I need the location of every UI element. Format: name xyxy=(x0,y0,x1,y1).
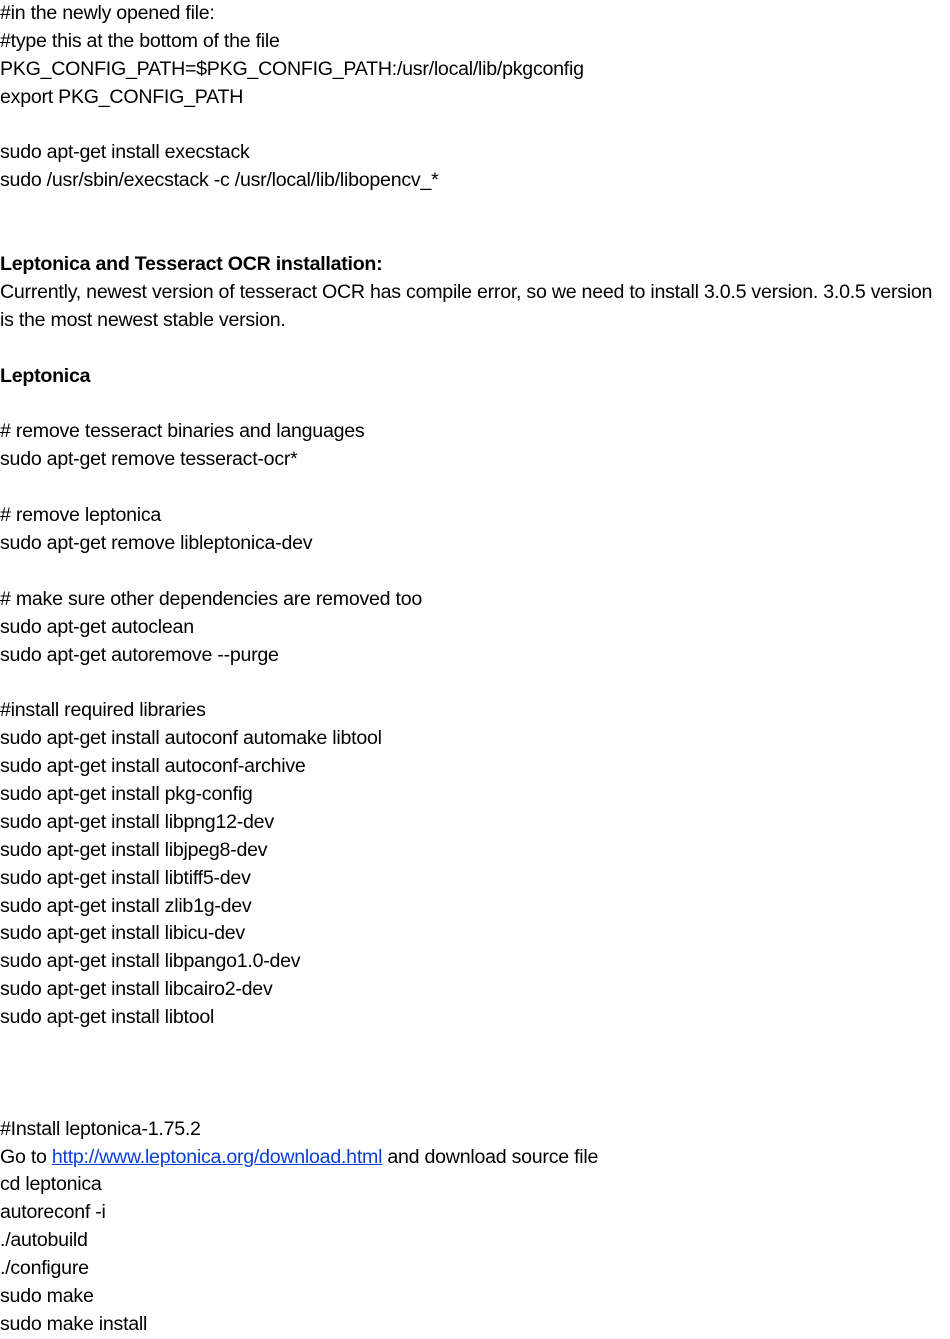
cmd-install-pkg-config: sudo apt-get install pkg-config xyxy=(0,782,253,805)
heading-leptonica-tesseract: Leptonica and Tesseract OCR installation: xyxy=(0,253,383,276)
pkg-config-path-line: PKG_CONFIG_PATH=$PKG_CONFIG_PATH:/usr/local/lib/pkgconfig xyxy=(0,57,584,80)
cmd-install-libcairo: sudo apt-get install libcairo2-dev xyxy=(0,978,273,1001)
spacer xyxy=(0,1060,950,1088)
heading-leptonica: Leptonica xyxy=(0,364,91,387)
cmd-install-libjpeg: sudo apt-get install libjpeg8-dev xyxy=(0,838,268,861)
comment-newly-opened-file: #in the newly opened file: xyxy=(0,2,215,24)
cmd-install-zlib: sudo apt-get install zlib1g-dev xyxy=(0,894,252,917)
cmd-autoremove: sudo apt-get autoremove --purge xyxy=(0,643,279,666)
spacer xyxy=(0,335,950,363)
goto-prefix: Go to xyxy=(0,1145,52,1168)
export-pkg-config-line: export PKG_CONFIG_PATH xyxy=(0,85,244,108)
goto-suffix: and download source file xyxy=(382,1145,599,1168)
spacer xyxy=(0,1032,950,1060)
intro-paragraph: Currently, newest version of tesseract OCR has compile error, so we need to install 3.0.5 version. 3.0.5 version is the most newest stable version. xyxy=(0,280,933,331)
cmd-autoclean: sudo apt-get autoclean xyxy=(0,615,194,638)
cmd-remove-leptonica: sudo apt-get remove libleptonica-dev xyxy=(0,531,313,554)
cmd-cd-leptonica: cd leptonica xyxy=(0,1173,102,1196)
comment-install-libs: #install required libraries xyxy=(0,699,206,722)
spacer xyxy=(0,391,950,419)
spacer xyxy=(0,223,950,251)
cmd-remove-tesseract: sudo apt-get remove tesseract-ocr* xyxy=(0,448,298,471)
leptonica-download-link[interactable]: http://www.leptonica.org/download.html xyxy=(51,1145,383,1168)
cmd-sudo-make: sudo make xyxy=(0,1285,94,1307)
cmd-configure: ./configure xyxy=(0,1257,89,1280)
cmd-install-autoconf: sudo apt-get install autoconf automake libtool xyxy=(0,727,382,750)
spacer xyxy=(0,1088,950,1116)
comment-remove-deps: # make sure other dependencies are removed too xyxy=(0,587,423,610)
cmd-autoreconf: autoreconf -i xyxy=(0,1201,106,1224)
spacer xyxy=(0,558,950,586)
spacer xyxy=(0,195,950,223)
install-execstack-line: sudo apt-get install execstack xyxy=(0,141,250,164)
cmd-install-libpng: sudo apt-get install libpng12-dev xyxy=(0,810,274,833)
goto-download-line xyxy=(0,1144,950,1172)
spacer xyxy=(0,112,950,140)
comment-remove-leptonica: # remove leptonica xyxy=(0,504,162,527)
comment-install-leptonica: #Install leptonica-1.75.2 xyxy=(0,1117,201,1140)
cmd-install-libtool: sudo apt-get install libtool xyxy=(0,1006,215,1029)
cmd-install-libicu: sudo apt-get install libicu-dev xyxy=(0,922,245,945)
comment-remove-tesseract: # remove tesseract binaries and languages xyxy=(0,420,365,443)
spacer xyxy=(0,474,950,502)
cmd-autobuild: ./autobuild xyxy=(0,1229,88,1252)
comment-type-at-bottom: #type this at the bottom of the file xyxy=(0,29,280,52)
run-execstack-line: sudo /usr/sbin/execstack -c /usr/local/lib/libopencv_* xyxy=(0,169,439,192)
spacer xyxy=(0,669,950,697)
cmd-install-autoconf-archive: sudo apt-get install autoconf-archive xyxy=(0,755,306,778)
cmd-install-libtiff: sudo apt-get install libtiff5-dev xyxy=(0,866,251,889)
cmd-sudo-make-install: sudo make install xyxy=(0,1312,148,1335)
cmd-install-libpango: sudo apt-get install libpango1.0-dev xyxy=(0,950,301,973)
